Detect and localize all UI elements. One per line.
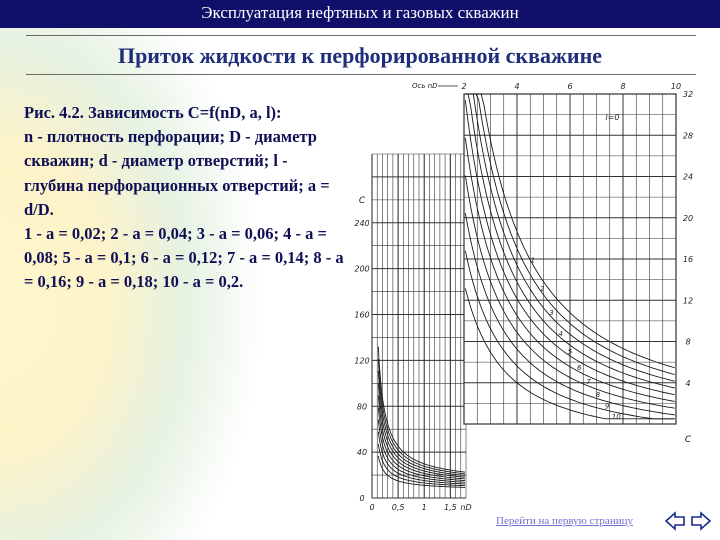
upper-x-tick-label: 2	[461, 82, 467, 91]
upper-y-tick-label: 4	[685, 378, 691, 388]
lower-y-tick-label: 40	[356, 448, 368, 458]
upper-y-tick-label: 20	[682, 213, 694, 223]
series-label-3: 3	[549, 309, 554, 318]
upper-x-tick-label: 8	[620, 82, 626, 91]
slide-subtitle: Приток жидкости к перфорированной скважине	[117, 43, 603, 68]
lower-y-axis-label: C	[358, 195, 366, 206]
upper-x-tick-label: 4	[514, 82, 520, 91]
series-label-10: 10	[611, 412, 621, 421]
upper-x-tick-label: 10	[670, 82, 682, 91]
lower-x-tick-label: 1	[421, 503, 427, 512]
curve-lower-5	[378, 395, 465, 479]
upper-y-axis-label: C	[684, 435, 692, 445]
series-label-1: 1	[530, 256, 536, 265]
upper-x-axis-label: Ocь nD	[412, 82, 438, 90]
chart-svg	[346, 78, 698, 514]
curve-lower-2	[378, 359, 465, 474]
figure-caption: Рис. 4.2. Зависимость C=f(nD, a, l): n - плотность перфорации; D - диаметр скважин; d - диаметр отверстий; l - глубина перфорационных отверстий; a = d/D. 1 - a = 0,02; 2 - a = 0,04; 3 - a = 0,06; 4 - a = 0,08; 5 - a = 0,1; 6 - a = 0,12; 7 - a = 0,14; 8 - a = 0,16; 9 - a = 0,18; 10 - a = 0,2.	[24, 103, 344, 292]
chart-area	[346, 78, 698, 514]
upper-y-tick-label: 16	[682, 255, 694, 264]
divider-bottom	[26, 74, 696, 75]
upper-y-tick-label: 12	[682, 296, 694, 306]
forward-button[interactable]	[690, 510, 712, 532]
arrow-right-icon	[690, 510, 712, 532]
series-label-9: 9	[604, 402, 610, 411]
upper-annotation: l=0	[605, 112, 620, 122]
lower-y-tick-label: 160	[354, 310, 370, 320]
curve-lower-3	[378, 371, 465, 476]
lower-y-tick-label: 120	[354, 356, 370, 366]
upper-x-tick-label: 6	[567, 82, 573, 91]
header-title: Эксплуатация нефтяных и газовых скважин	[201, 3, 519, 22]
lower-x-tick-label: nD	[460, 503, 472, 512]
upper-y-tick-label: 24	[682, 172, 694, 182]
back-button[interactable]	[664, 510, 686, 532]
series-label-7: 7	[586, 378, 591, 387]
series-label-6: 6	[577, 363, 582, 372]
lower-x-tick-label: 0,5	[391, 503, 405, 512]
series-label-8: 8	[595, 390, 601, 399]
lower-y-tick-label: 240	[354, 218, 370, 228]
first-page-link[interactable]: Перейти на первую страницу	[496, 515, 633, 527]
lower-y-tick-label: 0	[359, 494, 365, 503]
series-label-4: 4	[558, 329, 563, 338]
lower-y-tick-label: 200	[354, 264, 370, 274]
lower-x-tick-label: 0	[369, 503, 375, 512]
arrow-left-icon	[664, 510, 686, 532]
divider-top	[26, 35, 696, 36]
lower-x-tick-label: 1,5	[443, 503, 457, 512]
lower-y-tick-label: 80	[356, 402, 368, 412]
header-bar	[0, 0, 720, 28]
series-label-2: 2	[539, 284, 545, 293]
series-label-5: 5	[567, 347, 573, 356]
upper-y-tick-label: 32	[682, 90, 694, 99]
upper-y-tick-label: 8	[685, 337, 691, 347]
upper-y-tick-label: 28	[682, 131, 694, 141]
